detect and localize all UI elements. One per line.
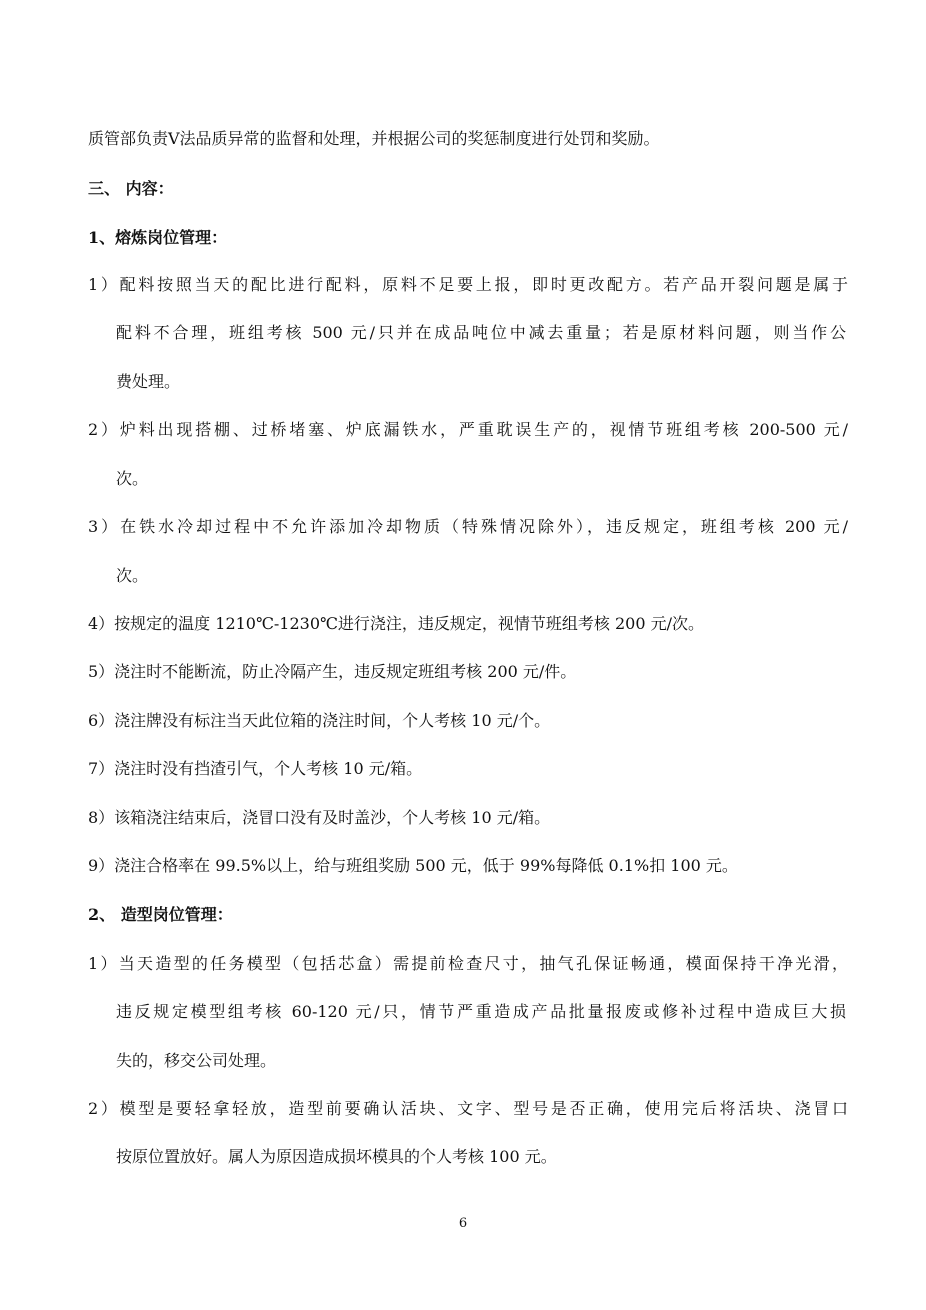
subsection-2-heading: 2、 造型岗位管理： (88, 905, 233, 924)
smelting-item-4: 4）按规定的温度 1210℃-1230℃进行浇注，违反规定，视情节班组考核 200 元/次。 (88, 614, 705, 633)
intro-paragraph: 质管部负责V法品质异常的监督和处理，并根据公司的奖惩制度进行处罚和奖励。 (88, 129, 660, 148)
smelting-item-6: 6）浇注牌没有标注当天此位箱的浇注时间，个人考核 10 元/个。 (88, 711, 551, 730)
smelting-item-2-line-2: 次。 (116, 469, 149, 488)
smelting-item-3-line-1: 3）在铁水冷却过程中不允许添加冷却物质（特殊情况除外），违反规定，班组考核 200 元/ (88, 517, 848, 536)
smelting-item-9: 9）浇注合格率在 99.5%以上，给与班组奖励 500 元，低于 99%每降低 0.1%扣 100 元。 (88, 856, 738, 875)
molding-item-1-line-3: 失的，移交公司处理。 (116, 1051, 277, 1070)
molding-item-2-line-2: 按原位置放好。属人为原因造成损坏模具的个人考核 100 元。 (116, 1147, 557, 1166)
subsection-1-heading: 1、熔炼岗位管理： (88, 228, 228, 247)
smelting-item-5: 5）浇注时不能断流，防止冷隔产生，违反规定班组考核 200 元/件。 (88, 662, 577, 681)
smelting-item-2-line-1: 2）炉料出现搭棚、过桥堵塞、炉底漏铁水，严重耽误生产的，视情节班组考核 200-500 元/ (88, 420, 848, 439)
molding-item-2-line-1: 2）模型是要轻拿轻放，造型前要确认活块、文字、型号是否正确，使用完后将活块、浇冒口 (88, 1099, 848, 1118)
page-number: 6 (458, 1216, 468, 1231)
section-3-heading: 三、 内容： (88, 179, 174, 198)
smelting-item-7: 7）浇注时没有挡渣引气，个人考核 10 元/箱。 (88, 759, 423, 778)
molding-item-1-line-1: 1）当天造型的任务模型（包括芯盒）需提前检查尺寸，抽气孔保证畅通，模面保持干净光滑， (88, 954, 848, 973)
smelting-item-3-line-2: 次。 (116, 566, 149, 585)
molding-item-1-line-2: 违反规定模型组考核 60-120 元/只，情节严重造成产品批量报废或修补过程中造成巨大损 (116, 1002, 846, 1021)
smelting-item-1-line-3: 费处理。 (116, 372, 181, 391)
smelting-item-1-line-1: 1）配料按照当天的配比进行配料，原料不足要上报，即时更改配方。若产品开裂问题是属于 (88, 275, 848, 294)
smelting-item-8: 8）该箱浇注结束后，浇冒口没有及时盖沙，个人考核 10 元/箱。 (88, 808, 551, 827)
smelting-item-1-line-2: 配料不合理，班组考核 500 元/只并在成品吨位中减去重量；若是原材料问题，则当作公 (116, 323, 846, 342)
